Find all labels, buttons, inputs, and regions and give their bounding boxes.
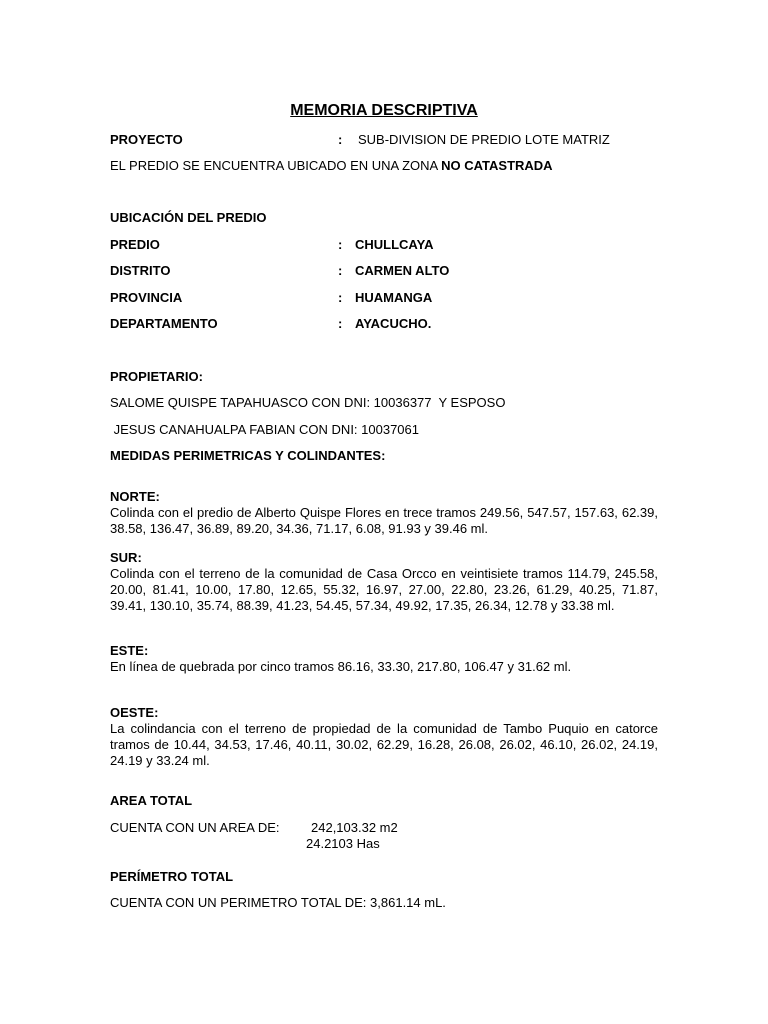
project-label: PROYECTO xyxy=(110,132,183,147)
departamento-colon: : xyxy=(338,316,343,331)
perimeter-heading: PERÍMETRO TOTAL xyxy=(110,869,234,884)
norte-text: Colinda con el predio de Alberto Quispe Flores en trece tramos 249.56, 547.57, 157.63, 62.39, 38.58, 136.47, 36.89, 89.20, 34.36, 71.17, 6.08, 91.93 y 39.46 ml. xyxy=(110,505,658,536)
owner-heading: PROPIETARIO: xyxy=(110,369,203,384)
owner-line-1: SALOME QUISPE TAPAHUASCO CON DNI: 10036377 Y ESPOSO xyxy=(110,395,506,410)
project-colon: : xyxy=(338,132,343,147)
predio-value: CHULLCAYA xyxy=(355,237,434,252)
distrito-colon: : xyxy=(338,263,343,278)
norte-label: NORTE: xyxy=(110,489,160,504)
distrito-label: DISTRITO xyxy=(110,263,171,278)
boundaries-heading: MEDIDAS PERIMETRICAS Y COLINDANTES: xyxy=(110,448,386,463)
predio-colon: : xyxy=(338,237,343,252)
departamento-label: DEPARTAMENTO xyxy=(110,316,218,331)
perimeter-text: CUENTA CON UN PERIMETRO TOTAL DE: 3,861.14 mL. xyxy=(110,895,446,910)
zone-prefix: EL PREDIO SE ENCUENTRA UBICADO EN UNA ZONA xyxy=(110,158,438,173)
oeste-label: OESTE: xyxy=(110,705,159,720)
departamento-value: AYACUCHO. xyxy=(355,316,432,331)
location-heading: UBICACIÓN DEL PREDIO xyxy=(110,210,267,225)
area-value-has: 24.2103 Has xyxy=(306,836,380,851)
zone-statement xyxy=(110,158,553,174)
owner-line-2: JESUS CANAHUALPA FABIAN CON DNI: 10037061 xyxy=(110,422,419,437)
provincia-value: HUAMANGA xyxy=(355,290,433,305)
sur-text: Colinda con el terreno de la comunidad de Casa Orcco en veintisiete tramos 114.79, 245.58, 20.00, 81.41, 10.00, 17.80, 12.65, 55.32, 16.97, 27.00, 22.80, 23.26, 61.29, 40.25, 71.87, 39.41, 130.10, 35.74, 88.39, 41.23, 54.45, 57.34, 49.92, 17.35, 26.34, 12.78 y 33.38 ml. xyxy=(110,566,658,613)
oeste-text: La colindancia con el terreno de propiedad de la comunidad de Tambo Puquio en catorce tramos de 10.44, 34.53, 17.46, 40.11, 30.02, 62.29, 16.28, 26.08, 26.02, 46.10, 26.02, 24.19, 24.19 y 33.24 ml. xyxy=(110,721,658,768)
project-value: SUB-DIVISION DE PREDIO LOTE MATRIZ xyxy=(358,132,610,147)
area-heading: AREA TOTAL xyxy=(110,793,193,808)
provincia-label: PROVINCIA xyxy=(110,290,183,305)
este-text: En línea de quebrada por cinco tramos 86.16, 33.30, 217.80, 106.47 y 31.62 ml. xyxy=(110,659,572,674)
area-value-m2: 242,103.32 m2 xyxy=(311,820,398,835)
sur-label: SUR: xyxy=(110,550,142,565)
document-title: MEMORIA DESCRIPTIVA xyxy=(290,102,478,119)
area-prefix: CUENTA CON UN AREA DE: xyxy=(110,820,280,835)
zone-value: NO CATASTRADA xyxy=(441,158,553,173)
predio-label: PREDIO xyxy=(110,237,160,252)
este-label: ESTE: xyxy=(110,643,149,658)
distrito-value: CARMEN ALTO xyxy=(355,263,450,278)
provincia-colon: : xyxy=(338,290,343,305)
